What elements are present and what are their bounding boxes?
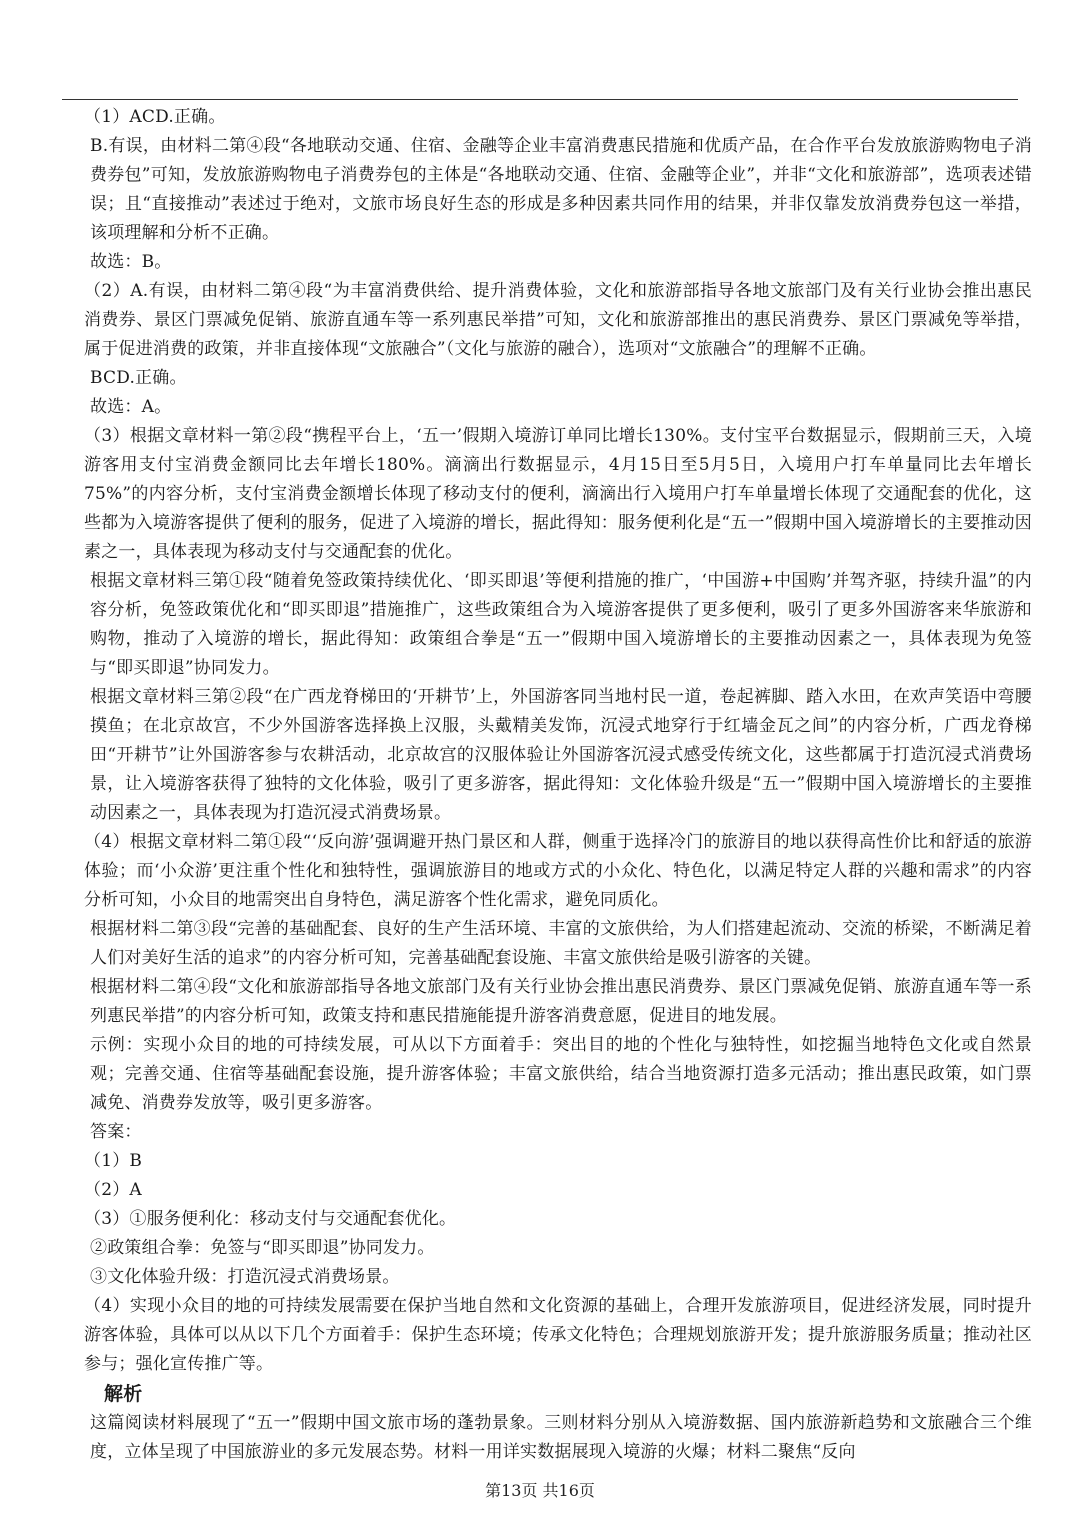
document-body xyxy=(84,103,1032,1467)
answer-item: （3）①服务便利化：移动支付与交通配套优化。 xyxy=(84,1209,457,1229)
paragraph: 根据材料二第③段“完善的基础配套、良好的生产生活环境、丰富的文旅供给，为人们搭建起流动、交流的桥梁，不断满足着人们对美好生活的追求”的内容分析可知，完善基础配套设施、丰富文旅供给是吸引游客的关键。 xyxy=(90,919,1032,968)
analysis-heading: 解析 xyxy=(104,1383,143,1405)
paragraph: （3）根据文章材料一第②段“携程平台上，‘五一’假期入境游订单同比增长130%。支付宝平台数据显示，假期前三天，入境游客用支付宝消费金额同比去年增长180%。滴滴出行数据显示，4月15日至5月5日，入境用户打车单量同比去年增长75%”的内容分析，支付宝消费金额增长体现了移动支付的便利，滴滴出行入境用户打车单量增长体现了交通配套的优化，这些都为入境游客提供了便利的服务，促进了入境游的增长，据此得知：服务便利化是“五一”假期中国入境游增长的主要推动因素之一，具体表现为移动支付与交通配套的优化。 xyxy=(84,426,1032,562)
paragraph: （1）ACD.正确。 xyxy=(84,107,226,127)
answer-item: （4）实现小众目的地的可持续发展需要在保护当地自然和文化资源的基础上，合理开发旅游项目，促进经济发展，同时提升游客体验，具体可以从以下几个方面着手：保护生态环境；传承文化特色；合理规划旅游开发；提升旅游服务质量；推动社区参与；强化宣传推广等。 xyxy=(84,1296,1032,1374)
answer-label: 答案： xyxy=(90,1122,142,1142)
answer-item: ②政策组合拳：免签与“即买即退”协同发力。 xyxy=(90,1238,435,1258)
paragraph: BCD.正确。 xyxy=(90,368,187,388)
paragraph: （4）根据文章材料二第①段“‘反向游’强调避开热门景区和人群，侧重于选择冷门的旅游目的地以获得高性价比和舒适的旅游体验；而‘小众游’更注重个性化和独特性，强调旅游目的地或方式的小众化、特色化，以满足特定人群的兴趣和需求”的内容分析可知，小众目的地需突出自身特色，满足游客个性化需求，避免同质化。 xyxy=(84,832,1032,910)
paragraph: 根据文章材料三第②段“在广西龙脊梯田的‘开耕节’上，外国游客同当地村民一道，卷起裤脚、踏入水田，在欢声笑语中弯腰摸鱼；在北京故宫，不少外国游客选择换上汉服，头戴精美发饰，沉浸式地穿行于红墙金瓦之间”的内容分析，广西龙脊梯田“开耕节”让外国游客参与农耕活动，北京故宫的汉服体验让外国游客沉浸式感受传统文化，这些都属于打造沉浸式消费场景，让入境游客获得了独特的文化体验，吸引了更多游客，据此得知：文化体验升级是“五一”假期中国入境游增长的主要推动因素之一，具体表现为打造沉浸式消费场景。 xyxy=(90,687,1032,823)
analysis-text: 这篇阅读材料展现了“五一”假期中国文旅市场的蓬勃景象。三则材料分别从入境游数据、国内旅游新趋势和文旅融合三个维度，立体呈现了中国旅游业的多元发展态势。材料一用详实数据展现入境游的火爆；材料二聚焦“反向 xyxy=(90,1413,1032,1462)
paragraph: 故选：B。 xyxy=(90,252,172,272)
paragraph: B.有误，由材料二第④段“各地联动交通、住宿、金融等企业丰富消费惠民措施和优质产品，在合作平台发放旅游购物电子消费券包”可知，发放旅游购物电子消费券包的主体是“各地联动交通、住宿、金融等企业”，并非“文化和旅游部”，选项表述错误；且“直接推动”表述过于绝对，文旅市场良好生态的形成是多种因素共同作用的结果，并非仅靠发放消费券包这一举措，该项理解和分析不正确。 xyxy=(90,136,1032,243)
answer-item: ③文化体验升级：打造沉浸式消费场景。 xyxy=(90,1267,400,1287)
paragraph: 示例：实现小众目的地的可持续发展，可从以下方面着手：突出目的地的个性化与独特性，如挖掘当地特色文化或自然景观；完善交通、住宿等基础配套设施，提升游客体验；丰富文旅供给，结合当地资源打造多元活动；推出惠民政策，如门票减免、消费券发放等，吸引更多游客。 xyxy=(90,1035,1032,1113)
header-rule xyxy=(62,99,1018,100)
paragraph: 故选：A。 xyxy=(90,397,172,417)
answer-item: （1）B xyxy=(84,1151,143,1171)
answer-item: （2）A xyxy=(84,1180,142,1200)
paragraph: 根据文章材料三第①段“随着免签政策持续优化、‘即买即退’等便利措施的推广，‘中国游+中国购’并驾齐驱，持续升温”的内容分析，免签政策优化和“即买即退”措施推广，这些政策组合为入境游客提供了更多便利，吸引了更多外国游客来华旅游和购物，推动了入境游的增长，据此得知：政策组合拳是“五一”假期中国入境游增长的主要推动因素之一，具体表现为免签与“即买即退”协同发力。 xyxy=(90,571,1032,678)
page-footer: 第13页 共16页 xyxy=(485,1481,595,1500)
paragraph: 根据材料二第④段“文化和旅游部指导各地文旅部门及有关行业协会推出惠民消费券、景区门票减免促销、旅游直通车等一系列惠民举措”的内容分析可知，政策支持和惠民措施能提升游客消费意愿，促进目的地发展。 xyxy=(90,977,1032,1026)
paragraph: （2）A.有误，由材料二第④段“为丰富消费供给、提升消费体验，文化和旅游部指导各地文旅部门及有关行业协会推出惠民消费券、景区门票减免促销、旅游直通车等一系列惠民举措”可知，文化和旅游部推出的惠民消费券、景区门票减免等举措，属于促进消费的政策，并非直接体现“文旅融合”（文化与旅游的融合），选项对“文旅融合”的理解不正确。 xyxy=(84,281,1032,359)
